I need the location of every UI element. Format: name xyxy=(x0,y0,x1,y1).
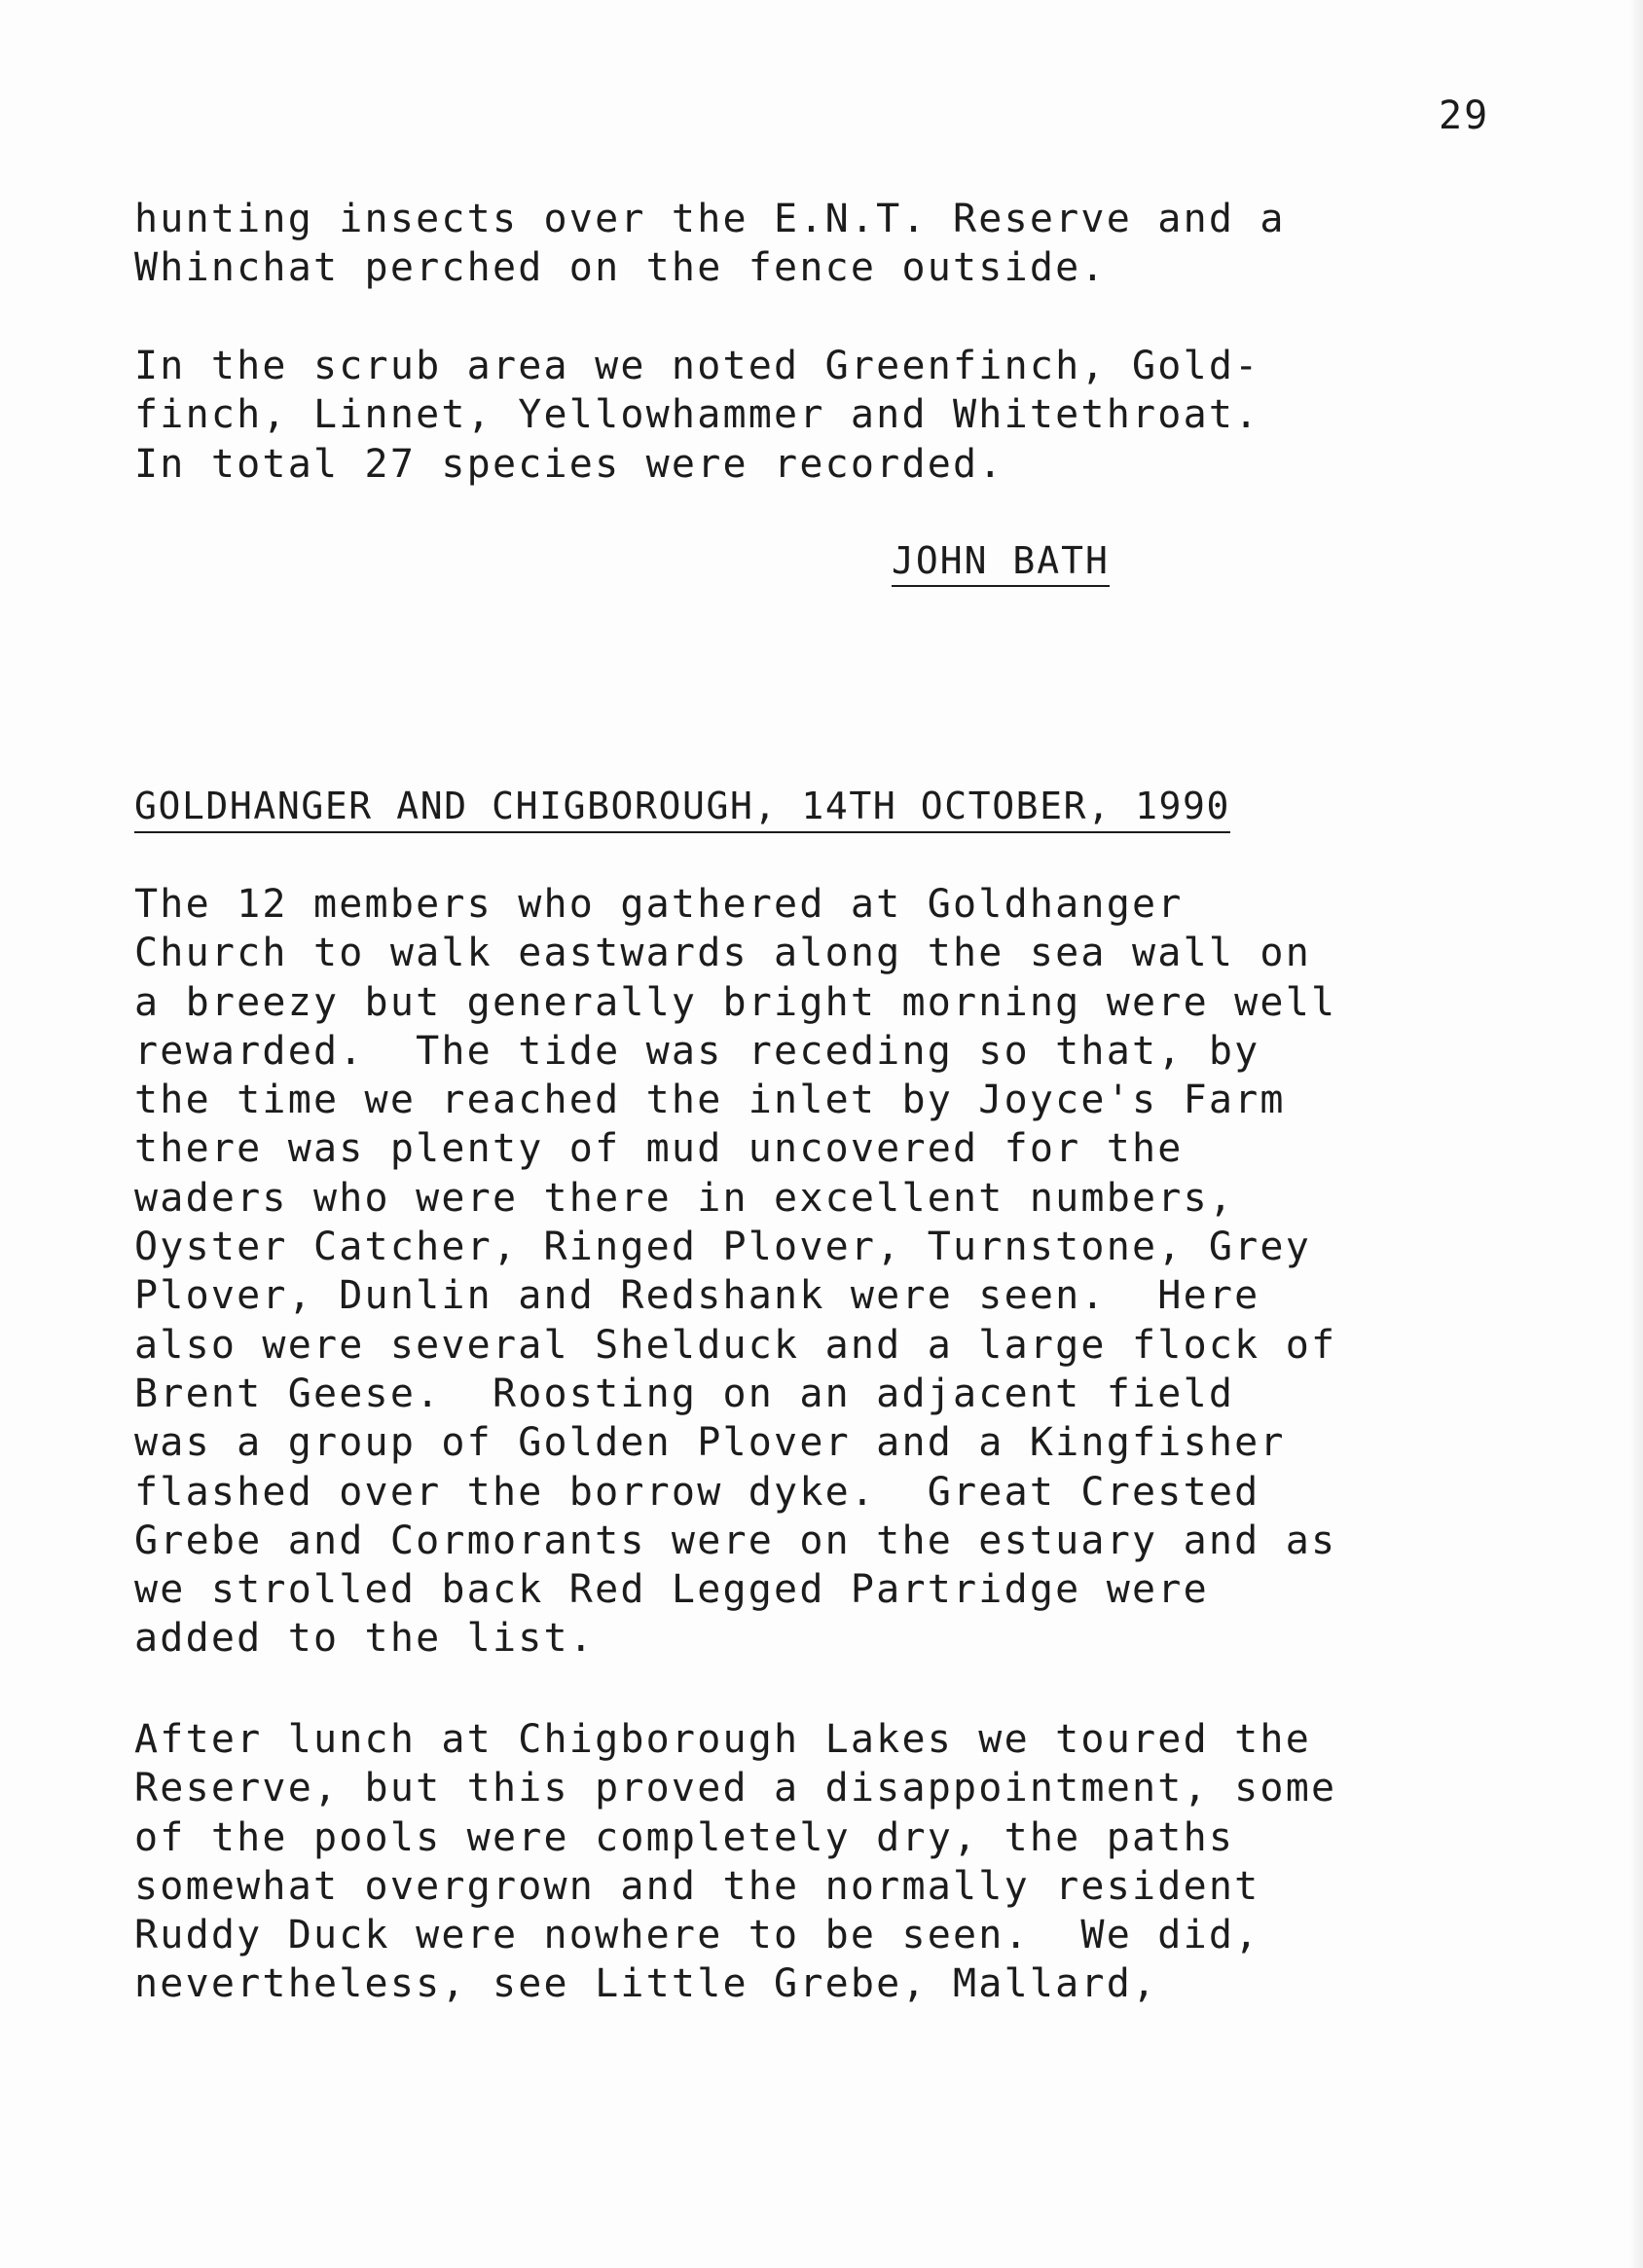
text-line: also were several Shelduck and a large flock of xyxy=(134,1322,1337,1368)
text-line: After lunch at Chigborough Lakes we toured the xyxy=(134,1717,1311,1762)
body-paragraph-1 xyxy=(134,880,1585,1664)
text-line: Reserve, but this proved a disappointment, some xyxy=(134,1766,1337,1811)
text-line: of the pools were completely dry, the paths xyxy=(134,1814,1235,1860)
page-edge-shadow xyxy=(1629,0,1643,2268)
text-line: Church to walk eastwards along the sea wall on xyxy=(134,931,1311,976)
text-line: we strolled back Red Legged Partridge were xyxy=(134,1567,1209,1613)
text-line: hunting insects over the E.N.T. Reserve and a xyxy=(134,197,1286,241)
intro-paragraph-1 xyxy=(134,195,1585,293)
text-line: nevertheless, see Little Grebe, Mallard, xyxy=(134,1961,1158,2007)
section-heading: GOLDHANGER AND CHIGBOROUGH, 14TH OCTOBER, 1990 xyxy=(134,784,1230,833)
text-line: a breezy but generally bright morning were well xyxy=(134,979,1337,1025)
text-line: Grebe and Cormorants were on the estuary and as xyxy=(134,1518,1337,1563)
page-number: 29 xyxy=(1439,93,1490,138)
text-line: rewarded. The tide was receding so that, by xyxy=(134,1028,1260,1074)
text-line: Ruddy Duck were nowhere to be seen. We did, xyxy=(134,1913,1260,1958)
text-line: Plover, Dunlin and Redshank were seen. Here xyxy=(134,1273,1260,1319)
text-line: the time we reached the inlet by Joyce's Farm xyxy=(134,1078,1286,1123)
text-line: The 12 members who gathered at Goldhanger xyxy=(134,882,1184,927)
author-signature: JOHN BATH xyxy=(892,538,1110,587)
body-paragraph-2 xyxy=(134,1715,1585,2009)
text-line: there was plenty of mud uncovered for the xyxy=(134,1126,1184,1172)
text-line: was a group of Golden Plover and a Kingfisher xyxy=(134,1420,1286,1466)
text-line: waders who were there in excellent numbers, xyxy=(134,1175,1235,1221)
text-line: added to the list. xyxy=(134,1616,596,1662)
text-line: Brent Geese. Roosting on an adjacent field xyxy=(134,1371,1235,1416)
text-line: In total 27 species were recorded. xyxy=(134,441,1004,487)
text-line: Oyster Catcher, Ringed Plover, Turnstone, Grey xyxy=(134,1225,1311,1270)
text-line: In the scrub area we noted Greenfinch, Gold- xyxy=(134,344,1260,388)
text-line: Whinchat perched on the fence outside. xyxy=(134,245,1107,291)
text-line: flashed over the borrow dyke. Great Crested xyxy=(134,1469,1260,1515)
text-line: finch, Linnet, Yellowhammer and Whitethroat. xyxy=(134,392,1260,438)
intro-paragraph-2 xyxy=(134,342,1585,489)
text-line: somewhat overgrown and the normally resident xyxy=(134,1863,1260,1909)
